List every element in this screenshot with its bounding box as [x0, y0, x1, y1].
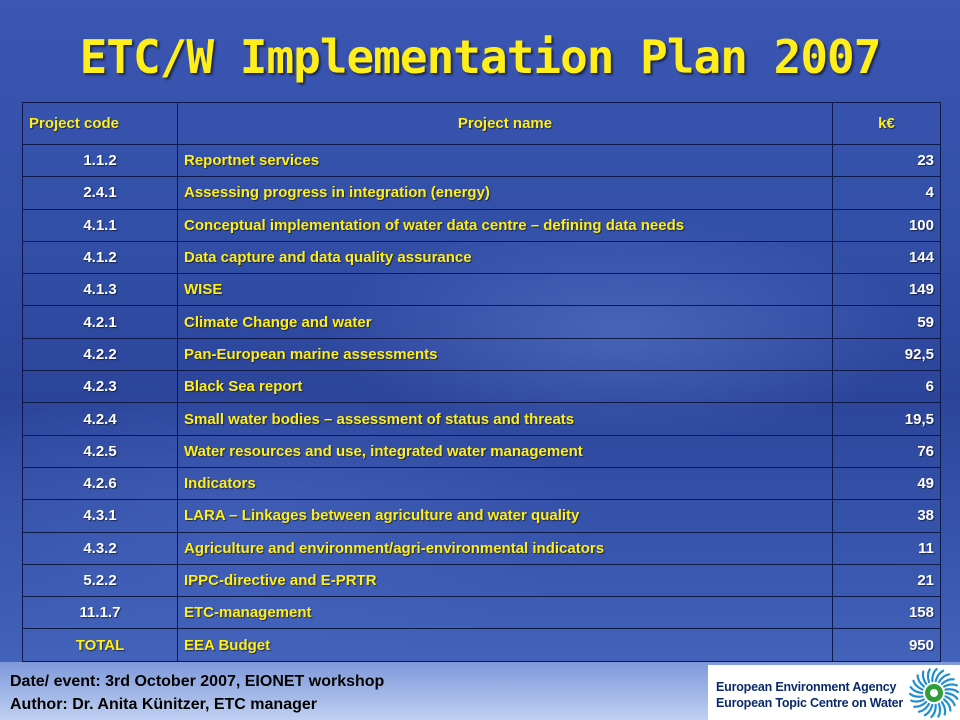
logo-ray	[942, 702, 945, 714]
project-code-cell: 4.1.3	[23, 274, 178, 306]
budget-cell: 158	[833, 597, 941, 629]
logo-ray	[914, 702, 926, 707]
budget-cell: 49	[833, 467, 941, 499]
project-row	[23, 403, 941, 435]
header-project-name: Project name	[178, 103, 833, 145]
project-name-cell: Assessing progress in integration (energy)	[178, 177, 833, 209]
project-code-cell: 4.1.1	[23, 209, 178, 241]
project-code-cell: 4.2.2	[23, 338, 178, 370]
project-name-cell: Small water bodies – assessment of status and threats	[178, 403, 833, 435]
slide-title: ETC/W Implementation Plan 2007	[79, 30, 881, 84]
eea-sun-icon	[908, 667, 960, 719]
logo-ray	[938, 704, 940, 717]
budget-cell: 144	[833, 241, 941, 273]
header-budget-keur: k€	[833, 103, 941, 145]
logo-agency-name: European Environment Agency	[716, 680, 897, 694]
project-code-cell: 4.3.1	[23, 500, 178, 532]
project-name-cell: Water resources and use, integrated water management	[178, 435, 833, 467]
project-code-cell: 1.1.2	[23, 145, 178, 177]
budget-cell: 6	[833, 371, 941, 403]
project-code-cell: 4.2.6	[23, 467, 178, 499]
budget-cell: 149	[833, 274, 941, 306]
project-row	[23, 145, 941, 177]
budget-cell: 59	[833, 306, 941, 338]
project-row	[23, 371, 941, 403]
footer	[10, 670, 384, 716]
project-name-cell: Data capture and data quality assurance	[178, 241, 833, 273]
project-row	[23, 274, 941, 306]
project-name-cell: Conceptual implementation of water data centre – defining data needs	[178, 209, 833, 241]
logo-ray	[910, 694, 923, 697]
logo-centre-name: European Topic Centre on Water	[716, 696, 904, 710]
project-code-cell: 4.3.2	[23, 532, 178, 564]
budget-cell: 100	[833, 209, 941, 241]
project-name-cell: Indicators	[178, 467, 833, 499]
logo-ray	[942, 679, 954, 684]
logo-ray	[923, 672, 926, 684]
project-code-cell: 4.2.3	[23, 371, 178, 403]
project-name-cell: IPPC-directive and E-PRTR	[178, 564, 833, 596]
budget-cell: 92,5	[833, 338, 941, 370]
project-code-cell: 4.2.1	[23, 306, 178, 338]
budget-cell: 76	[833, 435, 941, 467]
project-code-cell: 2.4.1	[23, 177, 178, 209]
project-name-cell: LARA – Linkages between agriculture and water quality	[178, 500, 833, 532]
project-name-cell: Pan-European marine assessments	[178, 338, 833, 370]
project-row	[23, 467, 941, 499]
project-row	[23, 338, 941, 370]
project-name-cell: Agriculture and environment/agri-environmental indicators	[178, 532, 833, 564]
budget-cell: 11	[833, 532, 941, 564]
project-row	[23, 177, 941, 209]
project-name-cell: Climate Change and water	[178, 306, 833, 338]
budget-cell: 38	[833, 500, 941, 532]
project-code-cell: 4.1.2	[23, 241, 178, 273]
project-code-cell: 5.2.2	[23, 564, 178, 596]
budget-cell: 21	[833, 564, 941, 596]
project-row	[23, 209, 941, 241]
budget-cell: 19,5	[833, 403, 941, 435]
project-name-cell: Black Sea report	[178, 371, 833, 403]
project-name-cell: WISE	[178, 274, 833, 306]
project-code-cell: TOTAL	[23, 629, 178, 661]
eea-logo	[708, 665, 960, 720]
project-row	[23, 435, 941, 467]
header-project-code: Project code	[23, 103, 178, 145]
project-code-cell: 4.2.4	[23, 403, 178, 435]
implementation-plan-table	[22, 102, 941, 662]
logo-ray	[946, 689, 959, 692]
total-row	[23, 629, 941, 661]
project-row	[23, 241, 941, 273]
project-row	[23, 500, 941, 532]
project-name-cell: Reportnet services	[178, 145, 833, 177]
project-row	[23, 306, 941, 338]
budget-cell: 950	[833, 629, 941, 661]
project-code-cell: 11.1.7	[23, 597, 178, 629]
project-name-cell: EEA Budget	[178, 629, 833, 661]
project-row	[23, 597, 941, 629]
project-name-cell: ETC-management	[178, 597, 833, 629]
budget-cell: 23	[833, 145, 941, 177]
project-row	[23, 564, 941, 596]
footer-date-event: Date/ event: 3rd October 2007, EIONET workshop	[10, 673, 385, 690]
logo-ray	[944, 684, 957, 686]
logo-ray	[928, 669, 930, 682]
project-row	[23, 532, 941, 564]
budget-cell: 4	[833, 177, 941, 209]
logo-ray	[911, 700, 924, 702]
project-code-cell: 4.2.5	[23, 435, 178, 467]
footer-author: Author: Dr. Anita Künitzer, ETC manager	[10, 696, 317, 713]
